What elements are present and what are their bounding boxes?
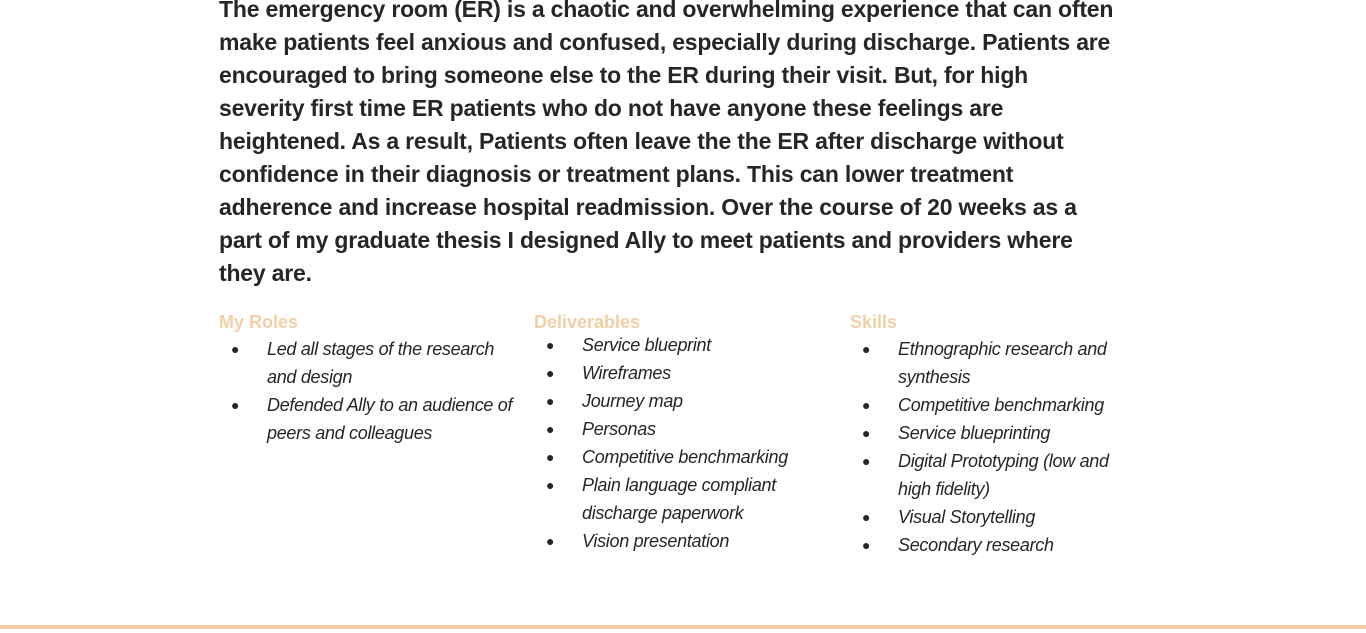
list-item (850, 391, 1140, 419)
deliverables-heading: Deliverables (534, 312, 641, 332)
list-item (219, 391, 514, 447)
list-item (850, 503, 1140, 531)
bullet-icon: ● (862, 509, 871, 525)
list-item (534, 471, 819, 527)
list-item-text: Led all stages of the research and design (267, 339, 495, 387)
list-item (534, 387, 819, 415)
list-item (534, 443, 819, 471)
list-item-text: Wireframes (582, 363, 671, 383)
roles-list (219, 335, 514, 447)
list-item (534, 415, 819, 443)
bullet-icon: ● (862, 537, 871, 553)
bullet-icon: ● (546, 365, 555, 381)
deliverables-column (534, 311, 834, 555)
list-item (219, 335, 514, 391)
list-item-text: Secondary research (898, 535, 1054, 555)
list-item-text: Service blueprint (582, 335, 711, 355)
section-divider (0, 625, 1366, 629)
bullet-icon: ● (546, 533, 555, 549)
bullet-icon: ● (862, 425, 871, 441)
list-item-text: Journey map (582, 391, 683, 411)
list-item-text: Vision presentation (582, 531, 730, 551)
list-item-text: Visual Storytelling (898, 507, 1036, 527)
skills-list (850, 335, 1140, 559)
bullet-icon: ● (546, 477, 555, 493)
bullet-icon: ● (231, 397, 240, 413)
list-item-text: Personas (582, 419, 656, 439)
list-item-text: Digital Prototyping (low and high fidelity) (898, 451, 1109, 499)
skills-heading: Skills (850, 312, 898, 332)
list-item (850, 335, 1140, 391)
skills-column (850, 311, 1150, 559)
bullet-icon: ● (546, 393, 555, 409)
list-item (534, 527, 819, 555)
bullet-icon: ● (231, 341, 240, 357)
list-item-text: Plain language compliant discharge paperwork (582, 475, 776, 523)
list-item-text: Competitive benchmarking (582, 447, 788, 467)
roles-heading: My Roles (219, 312, 299, 332)
bullet-icon: ● (862, 397, 871, 413)
list-item-text: Defended Ally to an audience of peers and colleagues (267, 395, 513, 443)
bullet-icon: ● (546, 421, 555, 437)
intro-paragraph: The emergency room (ER) is a chaotic and overwhelming experience that can often make patients feel anxious and confused, especially during discharge. Patients are encouraged to bring someone else to the ER during their visit. But, for high severity first time ER patients who do not have anyone these feelings are heightened. As a result, Patients often leave the the ER after discharge without confidence in their diagnosis or treatment plans. This can lower treatment adherence and increase hospital readmission. Over the course of 20 weeks as a part of my graduate thesis I designed Ally to meet patients and providers where they are. (219, 0, 1114, 286)
bullet-icon: ● (546, 449, 555, 465)
deliverables-list (534, 331, 819, 555)
list-item (850, 447, 1140, 503)
list-item (534, 331, 819, 359)
bullet-icon: ● (546, 337, 555, 353)
bullet-icon: ● (862, 453, 871, 469)
list-item (850, 419, 1140, 447)
list-item-text: Ethnographic research and synthesis (898, 339, 1107, 387)
list-item (850, 531, 1140, 559)
list-item-text: Competitive benchmarking (898, 395, 1104, 415)
list-item-text: Service blueprinting (898, 423, 1051, 443)
list-item (534, 359, 819, 387)
roles-column (219, 311, 519, 447)
bullet-icon: ● (862, 341, 871, 357)
